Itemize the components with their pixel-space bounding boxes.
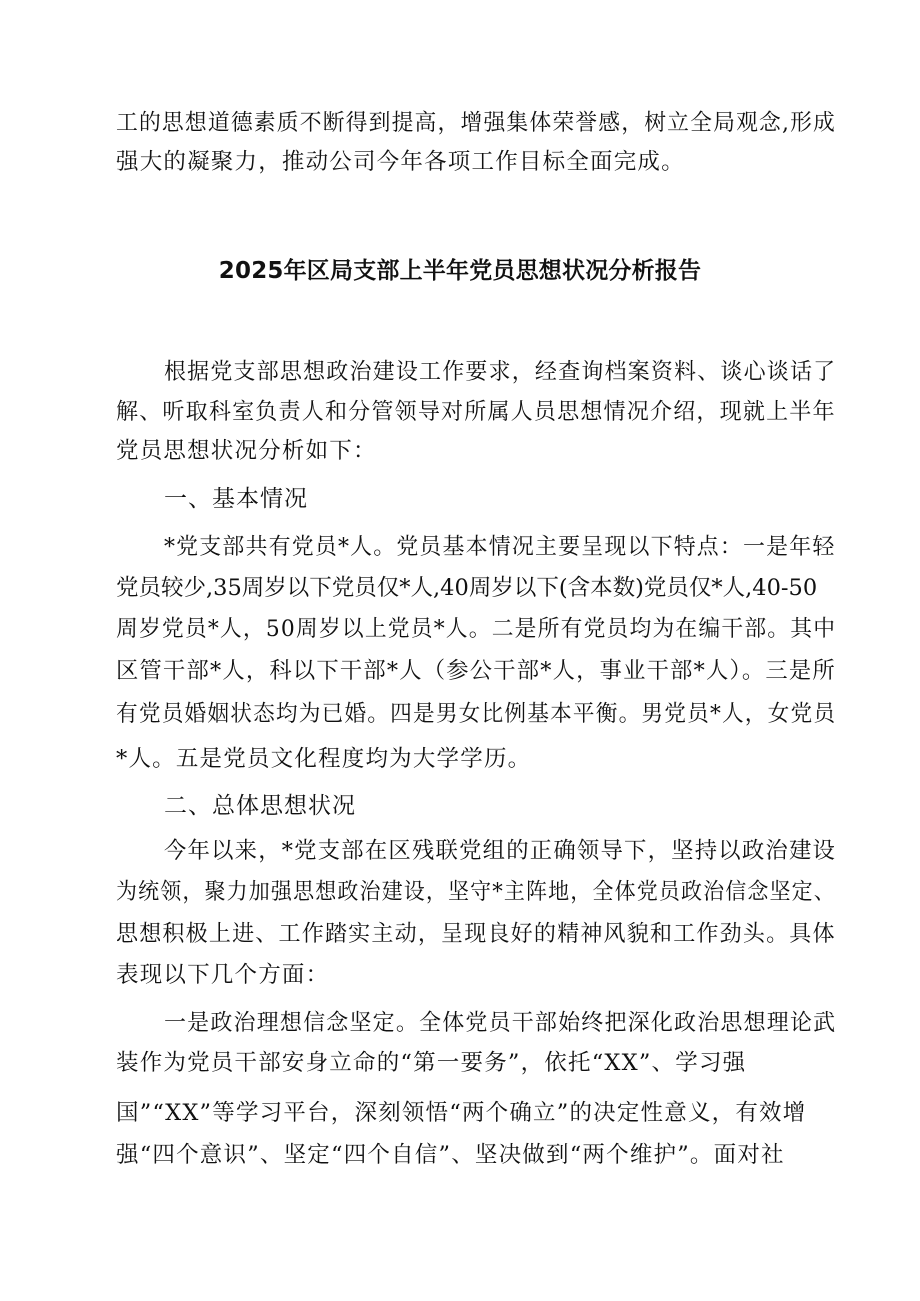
- paragraph-line: *党支部共有党员*人。党员基本情况主要呈现以下特点：一是年轻: [164, 534, 836, 560]
- paragraph-line: 解、听取科室负责人和分管领导对所属人员思想情况介绍，现就上半年: [116, 399, 836, 425]
- paragraph-line: 区管干部*人，科以下干部*人（参公干部*人，事业干部*人）。三是所: [116, 658, 836, 684]
- paragraph-line: 表现以下几个方面：: [116, 962, 330, 988]
- paragraph-line: 党员思想状况分析如下：: [116, 438, 377, 464]
- paragraph-line: 国”“XX”等学习平台，深刻领悟“两个确立”的决定性意义，有效增: [116, 1100, 807, 1126]
- paragraph-line: 根据党支部思想政治建设工作要求，经查询档案资料、谈心谈话了: [164, 359, 837, 385]
- paragraph-line: 强大的凝聚力，推动公司今年各项工作目标全面完成。: [116, 149, 685, 175]
- paragraph-line: 工的思想道德素质不断得到提高，增强集体荣誉感，树立全局观念,形成: [116, 110, 837, 136]
- paragraph-line: *人。五是党员文化程度均为大学学历。: [116, 746, 532, 772]
- paragraph-line: 装作为党员干部安身立命的“第一要务”，依托“XX”、学习强: [116, 1050, 747, 1076]
- paragraph-line: 一是政治理想信念坚定。全体党员干部始终把深化政治思想理论武: [164, 1010, 837, 1036]
- section-heading: 一、基本情况: [164, 486, 308, 512]
- paragraph-line: 强“四个意识”、坚定“四个自信”、坚决做到“两个维护”。面对社: [116, 1142, 785, 1168]
- paragraph-line: 思想积极上进、工作踏实主动，呈现良好的精神风貌和工作劲头。具体: [116, 921, 836, 947]
- paragraph-line: 周岁党员*人，50周岁以上党员*人。二是所有党员均为在编干部。其中: [116, 616, 837, 642]
- document-title: 2025年区局支部上半年党员思想状况分析报告: [218, 258, 702, 284]
- paragraph-line: 今年以来，*党支部在区残联党组的正确领导下，坚持以政治建设: [164, 838, 837, 864]
- paragraph-line: 为统领，聚力加强思想政治建设，坚守*主阵地，全体党员政治信念坚定、: [116, 879, 836, 905]
- paragraph-line: 党员较少,35周岁以下党员仅*人,40周岁以下(含本数)党员仅*人,40-50: [116, 575, 818, 601]
- section-heading: 二、总体思想状况: [164, 793, 356, 819]
- paragraph-line: 有党员婚姻状态均为已婚。四是男女比例基本平衡。男党员*人，女党员: [116, 701, 837, 727]
